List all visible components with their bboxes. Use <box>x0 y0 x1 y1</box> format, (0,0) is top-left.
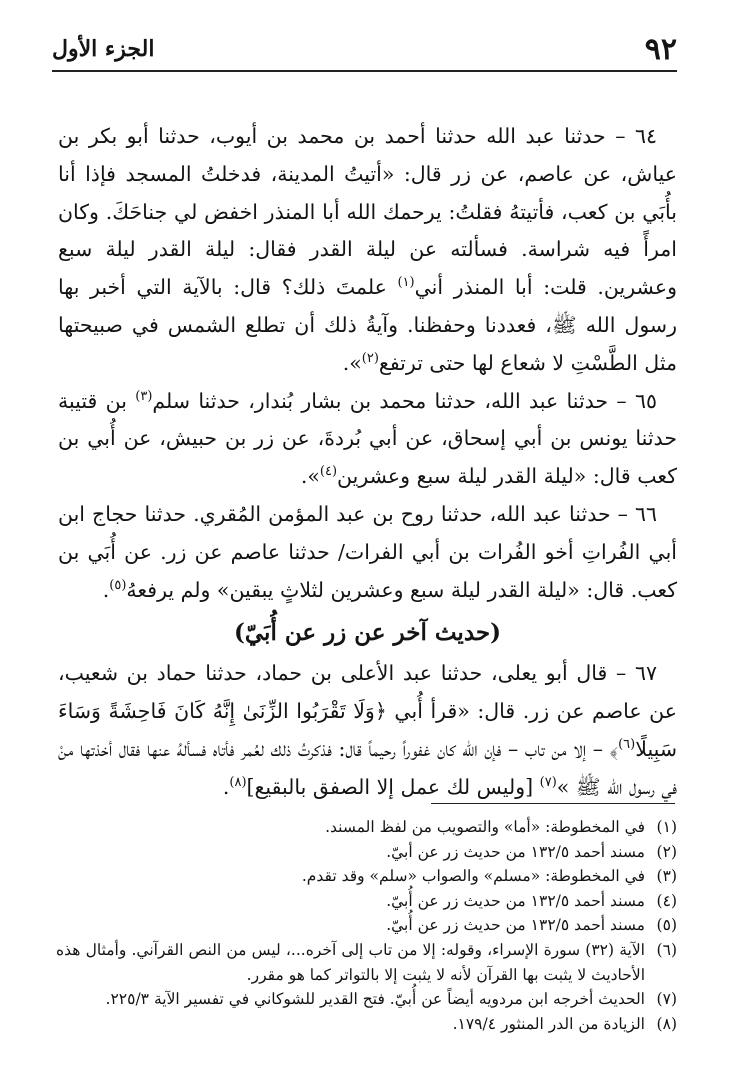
page-number: ٩٢ <box>644 32 677 67</box>
hadith-65 <box>58 383 677 496</box>
part-title: الجزء الأول <box>52 36 155 62</box>
footnote-ref: (١) <box>397 275 415 291</box>
footnotes <box>56 815 677 1036</box>
text-run: علمتَ ذلك؟ قال: بالآية التي أخبر بها رسول الله ﷺ، فعددنا وحفظنا. وآيةُ ذلك أن تطلع الشمس في صبيحتها مثل الطَّسْتِ لا شعاع لها حتى ترتفع <box>58 275 677 375</box>
footnote-ref: (٧) <box>539 774 557 790</box>
text-run: ٦٦ – حدثنا عبد الله، حدثنا روح بن عبد المؤمن المُقري. حدثنا حجاج ابن أبي الفُراتِ أخو الفُرات بن أبي الفرات/ حدثنا عاصم عن زر. عن أُبَي بن كعب. قال: «ليلة القدر ليلة سبع وعشرين لثلاثٍ يبقين» ولم يرفعهُ <box>58 501 677 602</box>
footnote-text: مسند أحمد ١٣٢/٥ من حديث زر عن أُبيّ. <box>386 891 645 910</box>
footnote <box>56 815 677 840</box>
main-text <box>58 118 677 807</box>
text-run: ٦٥ – حدثنا عبد الله، حدثنا محمد بن بشار بُندار، حدثنا سلم <box>152 388 657 413</box>
footnote <box>56 889 677 914</box>
footnote <box>56 1012 677 1037</box>
text-run: ». <box>342 350 362 375</box>
text-run: ﴾ – إلا من تاب – فإن الله كان غفوراً رحيماً قال: فذكرتُ ذلك لعُمر فأتاه فسألهُ عنها فقال أخذتها منْ في رسول الله ﷺ » <box>58 736 677 799</box>
footnote <box>56 938 677 987</box>
hadith-64 <box>58 118 677 383</box>
text-run: بن قتيبة حدثنا يونس بن أبي إسحاق، عن أبي بُردةَ، عن زر بن حبيش، عن أُبي بن كعب قال: «ليلة القدر ليلة سبع وعشرين <box>58 388 677 489</box>
footnote-number: (١) <box>656 818 677 836</box>
footnote-number: (٢) <box>656 842 677 861</box>
page-header <box>52 28 677 72</box>
footnote-text: في المخطوطة: «أما» والتصويب من لفظ المسند. <box>325 818 645 836</box>
footnote <box>56 987 677 1012</box>
footnote-text: الآية (٣٢) سورة الإسراء، وقوله: إلا من تاب إلى آخره...، ليس من النص القرآني. وأمثال هذه الأحاديث لا يثبت بها القرآن لأنه لا يثبت إلا بالتواتر كما هو مقرر. <box>56 940 645 984</box>
footnote-text: مسند أحمد ١٣٢/٥ من حديث زر عن أُبيّ. <box>386 916 645 935</box>
footnote <box>56 864 677 889</box>
footnote-text: الحديث أخرجه ابن مردويه أيضاً عن أُبيّ. فتح القدير للشوكاني في تفسير الآية ٢٢٥/٣. <box>105 990 645 1009</box>
footnote <box>56 840 677 865</box>
text-run: . <box>102 577 110 602</box>
footnote-text: في المخطوطة: «مسلم» والصواب «سلم» وقد تقدم. <box>301 867 645 886</box>
footnote-number: (٤) <box>656 891 677 910</box>
footnote-number: (٨) <box>656 1014 677 1033</box>
footnote-ref: (٣) <box>135 388 153 404</box>
footnote-text: مسند أحمد ١٣٢/٥ من حديث زر عن أبيّ. <box>386 842 645 861</box>
text-run: ٦٧ – قال أبو يعلى، حدثنا عبد الأعلى بن حماد، حدثنا حماد بن شعيب، عن عاصم عن زر. قال: «قرأ أُبي ﴿وَلَا تَقْرَبُوا الزِّنَىٰ إِنَّهُ كَانَ فَاحِشَةً وَسَاءَ سَبِيلًا <box>58 661 677 761</box>
text-run: . <box>222 774 230 799</box>
footnote-ref: (٦) <box>618 737 636 753</box>
footnote-ref: (٨) <box>229 774 247 790</box>
footnote-divider <box>431 803 675 804</box>
text-run: ». <box>300 464 320 489</box>
footnote-ref: (٤) <box>319 464 338 480</box>
footnote-number: (٧) <box>656 990 677 1009</box>
footnote-ref: (٥) <box>109 577 127 593</box>
footnote-number: (٣) <box>656 867 677 886</box>
hadith-67 <box>58 655 677 806</box>
section-heading: (حديث آخر عن زر عن أُبَيّ) <box>233 619 501 647</box>
footnote <box>56 913 677 938</box>
footnote-number: (٥) <box>656 916 677 935</box>
hadith-66 <box>58 496 677 609</box>
footnote-text: الزيادة من الدر المنثور ١٧٩/٤. <box>452 1014 645 1033</box>
text-run: [وليس لك عمل إلا الصفق بالبقيع] <box>246 774 540 799</box>
text-run: ٦٤ – حدثنا عبد الله حدثنا أحمد بن محمد بن أيوب، حدثنا أبو بكر بن عياش، عن عاصم، عن زر قال: «أتيتُ المدينة، فدخلتُ المسجد فإذا أنا بأُبَي بن كعب، فأتيتهُ فقلتُ: يرحمك الله أبا المنذر اخفض لي جناحَكَ. وكان امرأً فيه شراسة. فسألته عن ليلة القدر فقال: ليلة القدر ليلة سبع وعشرين. قلت: أبا المنذر أني <box>58 124 677 300</box>
footnote-number: (٦) <box>656 940 677 959</box>
footnote-ref: (٢) <box>361 350 379 366</box>
